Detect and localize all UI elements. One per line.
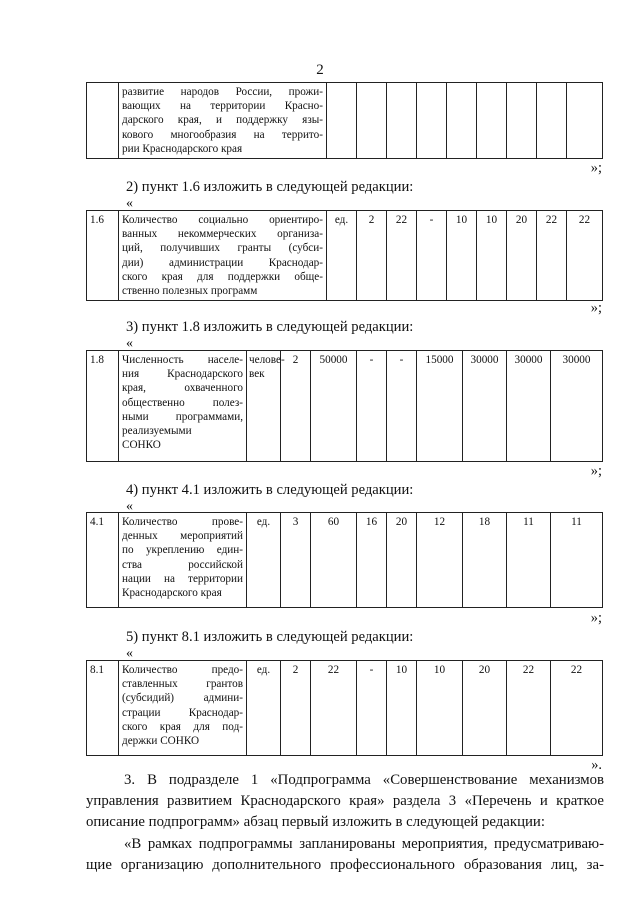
cell-value: 2: [281, 351, 311, 462]
cell-number: 1.6: [87, 211, 119, 301]
cell-value: 22: [311, 661, 357, 756]
table-continuation: [86, 82, 603, 159]
closing-quote-1: »;: [590, 160, 602, 176]
paragraph-3: 3. В подразделе 1 «Подпрограмма «Совершенствование механизмов управления развитием Краснодарского края» раздела 3 «Перечень и краткое описание подпрограмм» абзац первый изложить в следующей редакции:: [86, 772, 604, 830]
cell-value: 60: [311, 513, 357, 608]
cell-value: 22: [507, 661, 551, 756]
opening-quote-3: «: [126, 336, 133, 351]
cell-value: 50000: [311, 351, 357, 462]
cell-value: 22: [551, 661, 603, 756]
cell-number: [87, 83, 119, 159]
cell-value: 2: [357, 211, 387, 301]
closing-quote-5: ».: [591, 757, 602, 773]
cell-value: 10: [447, 211, 477, 301]
cell-value: 16: [357, 513, 387, 608]
cell-number: 4.1: [87, 513, 119, 608]
cell-value: -: [387, 351, 417, 462]
instruction-5: 5) пункт 8.1 изложить в следующей редакции:: [126, 629, 414, 645]
cell-value: 2: [281, 661, 311, 756]
table-item-1-6: [86, 210, 603, 301]
cell-value: 20: [463, 661, 507, 756]
cell-value: 10: [387, 661, 417, 756]
cell-value: 10: [417, 661, 463, 756]
cell-value: 30000: [507, 351, 551, 462]
cell-value: 18: [463, 513, 507, 608]
cell-value: 11: [507, 513, 551, 608]
instruction-3: 3) пункт 1.8 изложить в следующей редакции:: [126, 319, 414, 335]
cell-description: развитие народов России, прожи- вающих на территории Красно- дарского края, и поддержку язы- кового многообразия на террито- рии Краснодарского края: [119, 83, 327, 159]
cell-value: -: [357, 351, 387, 462]
table-item-4-1: [86, 512, 603, 608]
instruction-2: 2) пункт 1.6 изложить в следующей редакции:: [126, 179, 414, 195]
cell-value: 22: [387, 211, 417, 301]
paragraph-4: «В рамках подпрограммы запланированы мероприятия, предусматриваю- щие организацию дополнительного профессионального образования лиц, за-: [86, 836, 604, 873]
cell-value: 12: [417, 513, 463, 608]
cell-value: 11: [551, 513, 603, 608]
cell-value: 22: [537, 211, 567, 301]
cell-value: 20: [507, 211, 537, 301]
cell-value: 22: [567, 211, 603, 301]
closing-quote-2: »;: [590, 300, 602, 316]
cell-description: Количество прове- денных мероприятий по укреплению един- ства российской нации на территории Краснодарского края: [119, 513, 247, 608]
cell-number: 1.8: [87, 351, 119, 462]
cell-value: 30000: [463, 351, 507, 462]
cell-value: 30000: [551, 351, 603, 462]
table-item-8-1: [86, 660, 603, 756]
opening-quote-4: «: [126, 499, 133, 514]
opening-quote-2: «: [126, 196, 133, 211]
closing-quote-4: »;: [590, 610, 602, 626]
page-number: 2: [316, 62, 324, 78]
cell-unit: ед.: [327, 211, 357, 301]
cell-description: Численность населе- ния Краснодарского края, охваченного общественно полез- ными программами, реализуемыми СОНКО: [119, 351, 247, 462]
cell-number: 8.1: [87, 661, 119, 756]
cell-unit: челове- век: [247, 351, 281, 462]
cell-description: Количество социально ориентиро- ванных некоммерческих организа- ций, получивших гранты (субси- дии) администрации Краснодар- ского края для поддержки обще- ственно полезных программ: [119, 211, 327, 301]
cell-value: 15000: [417, 351, 463, 462]
cell-value: 10: [477, 211, 507, 301]
cell-description: Количество предо- ставленных грантов (субсидий) админи- страции Краснодар- ского края для под- держки СОНКО: [119, 661, 247, 756]
instruction-4: 4) пункт 4.1 изложить в следующей редакции:: [126, 482, 414, 498]
table-item-1-8: [86, 350, 603, 462]
cell-unit: ед.: [247, 661, 281, 756]
cell-value: -: [357, 661, 387, 756]
opening-quote-5: «: [126, 646, 133, 661]
cell-value: 3: [281, 513, 311, 608]
cell-value: 20: [387, 513, 417, 608]
cell-value: -: [417, 211, 447, 301]
closing-quote-3: »;: [590, 463, 602, 479]
cell-unit: ед.: [247, 513, 281, 608]
